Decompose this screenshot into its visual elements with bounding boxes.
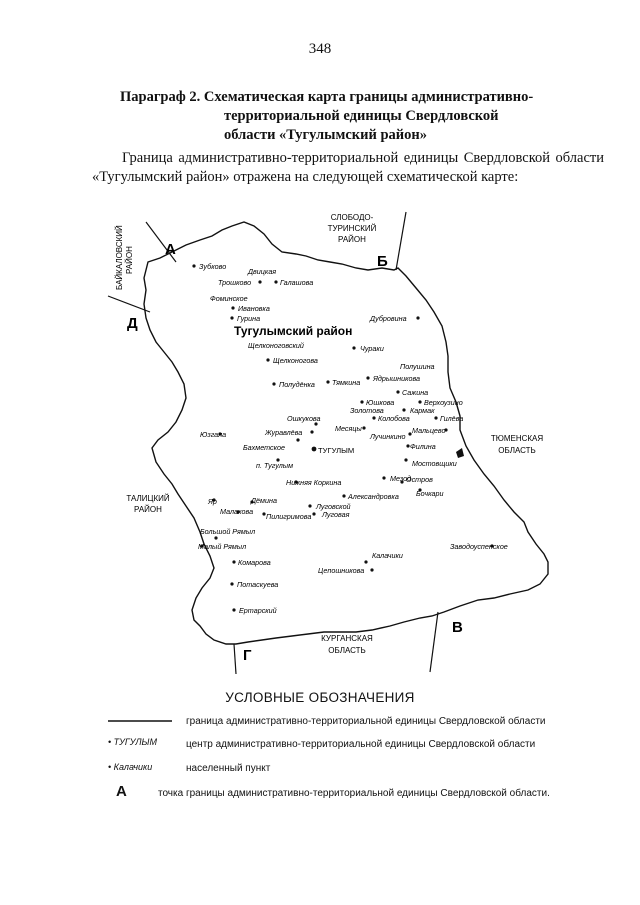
settlement-label: Мостовщики [412,459,457,468]
settlement-label: Дубровина [370,314,407,323]
settlement-label: Малый Рямыл [198,542,247,551]
settlement-label: Чураки [360,344,384,353]
settlement-label: Остров [406,475,433,484]
neighbor-kurgan-2: ОБЛАСТЬ [328,646,366,655]
settlement-label: Ертарский [239,606,277,615]
heading-line-2: территориальной единицы Свердловской [224,108,499,124]
settlement-label: п. Тугулым [256,461,294,470]
legend-point-text: точка границы административно-территориальной единицы Свердловской области. [158,788,550,799]
legend-title: УСЛОВНЫЕ ОБОЗНАЧЕНИЯ [225,690,415,705]
settlement-label: Щелконогова [273,356,318,365]
settlement-label: Бахметское [243,443,286,452]
settlement-label: Нижняя Коркина [286,478,342,487]
border-point-v: В [452,619,463,636]
settlement-label: Журавлёва [265,428,303,437]
settlement-label: Трошково [218,278,252,287]
neighbor-baikalovsky-1: БАЙКАЛОВСКИЙ [115,225,124,290]
legend-settlement-sample-label: Калачики [113,762,153,772]
settlement-label: Дёмина [251,496,277,505]
settlement-label: Ивановка [238,304,270,313]
settlement-label: Фоминское [210,294,248,303]
settlement-label: Луговая [322,510,350,519]
settlement-label: Золотова [350,406,384,415]
heading-line-3: области «Тугулымский район» [224,127,427,143]
line-point-b [396,212,406,270]
settlement-label: Юшкова [366,398,395,407]
settlement-label: Малахова [220,507,254,516]
settlement-label: Мальцево [412,426,446,435]
settlement-label: Ядрышникова [373,374,421,383]
district-map [0,200,640,680]
settlement-label: Ошкукова [287,414,321,423]
neighbor-kurgan-1: КУРГАНСКАЯ [321,634,373,643]
heading-line-1: Параграф 2. Схематическая карта границы административно- [120,89,534,105]
neighbor-baikalovsky-2: РАЙОН [125,246,134,274]
legend-center-sample: • ТУГУЛЫМ [108,737,157,747]
settlement-label: Филина [410,442,436,451]
settlement-label: Большой Рямыл [200,527,256,536]
settlement-label: Сажина [402,388,429,397]
settlement-label: Гилёва [440,414,464,423]
neighbor-slobodo-3: РАЙОН [338,235,366,244]
settlement-label: Зубково [199,262,227,271]
settlement-label: Полудёнка [279,380,315,389]
legend-center-text: центр административно-территориальной единицы Свердловской области [186,739,536,750]
settlement-label: Юзгала [200,430,227,439]
legend-center-sample-label: ТУГУЛЫМ [113,737,157,747]
settlement-label: Потаскуева [237,580,279,589]
line-point-g [234,644,236,674]
settlement-label: Калачики [372,551,403,560]
neighbor-tyumen-1: ТЮМЕНСКАЯ [490,434,544,443]
settlement-label: Месяцы [335,424,362,433]
settlement-label: Александровка [348,492,399,501]
settlement-label: Цепошникова [318,566,365,575]
neighbor-talitsky-1: ТАЛИЦКИЙ [126,494,170,503]
settlement-label: Лучинкино [370,432,406,441]
section-heading [120,88,620,145]
settlement-label: Бочкари [416,489,444,498]
line-point-v [430,612,438,672]
settlement-label: Яр [208,497,217,506]
settlement-label: Колобова [378,414,410,423]
neighbor-talitsky-2: РАЙОН [134,505,162,514]
legend-settlement-text: населенный пункт [186,763,271,774]
settlement-label: Полушина [400,362,435,371]
district-name: Тугулымский район [234,324,353,338]
settlement-label: Верхоузино [424,398,463,407]
center-marker [312,447,317,452]
settlement-label: Кармак [410,406,435,415]
settlement-label: Щелконоговский [248,341,304,350]
center-label: ТУГУЛЫМ [318,446,355,455]
settlement-label: Пилигримова [266,512,312,521]
settlement-label: Комарова [238,558,271,567]
page-number: 348 [308,41,332,57]
settlement-label: Тямкина [332,378,361,387]
border-point-d: Д [127,315,138,332]
settlement-label: Луговской [316,502,351,511]
settlement-label: Двицкая [248,267,277,276]
border-point-g: Г [243,647,252,664]
border-point-b: Б [377,253,388,270]
legend-point-sample: А [116,783,127,800]
neighbor-slobodo-1: СЛОБОДО- [330,213,374,222]
settlement-label: Заводоуспенское [450,542,508,551]
intro-paragraph: Граница административно-территориальной единицы Свердловской области «Тугулымский район» отражена на следующей схематической карте: [92,150,604,185]
settlement-label: Гурина [237,314,261,323]
legend-line-text: граница административно-территориальной единицы Свердловской области [186,716,546,727]
settlement-label: Галашова [280,278,314,287]
neighbor-tyumen-2: ОБЛАСТЬ [498,446,536,455]
settlement-label: Мезод [390,474,412,483]
border-point-a: А [165,241,176,258]
legend-settlement-sample: • Калачики [108,762,153,772]
boundary-notch [456,448,464,458]
neighbor-slobodo-2: ТУРИНСКИЙ [327,224,377,233]
legend-line-sample [108,718,172,724]
